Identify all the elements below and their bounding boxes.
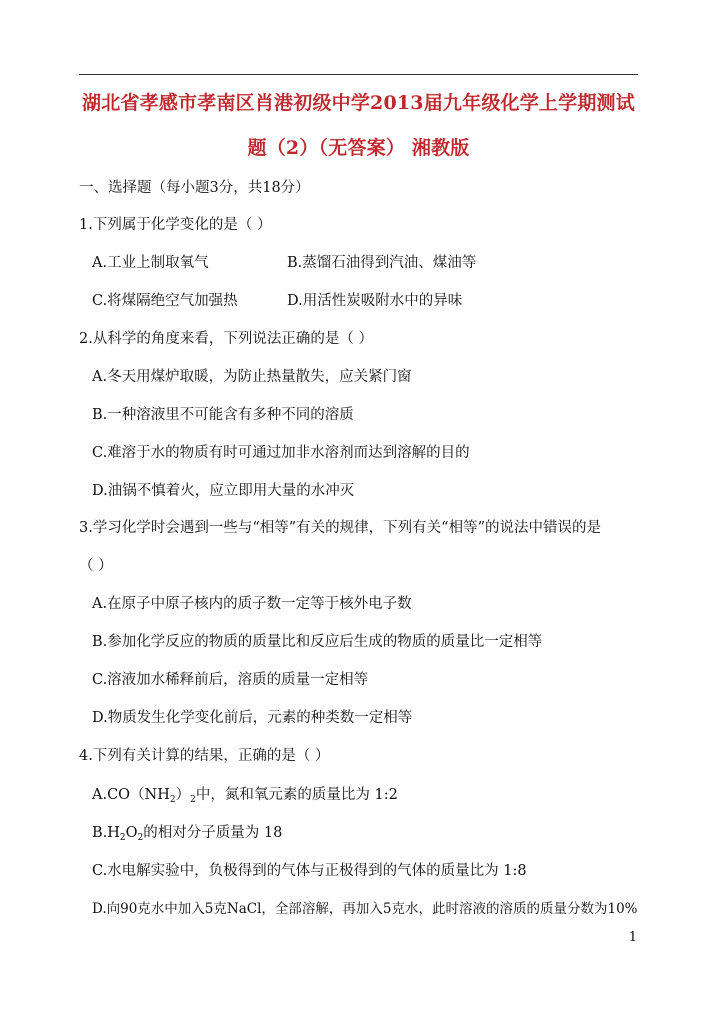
question-2-option-a: A.冬天用煤炉取暖，为防止热量散失，应关紧门窗 — [92, 369, 412, 385]
question-3-stem: 3.学习化学时会遇到一些与“相等”有关的规律，下列有关“相等”的说法中错误的是 — [79, 520, 601, 536]
page-number: 1 — [628, 930, 637, 945]
question-4-option-a: $A.CO(NH_2)_2$中，氮和氧元素的质量比为 1:2 — [92, 787, 398, 805]
header-rule — [79, 74, 638, 75]
question-2-option-c: C.难溶于水的物质有时可通过加非水溶剂而达到溶解的目的 — [92, 445, 470, 461]
question-1-option-d: D.用活性炭吸附水中的异味 — [287, 293, 463, 309]
question-3-option-a: A.在原子中原子核内的质子数一定等于核外电子数 — [92, 596, 412, 612]
question-4-option-c: C.水电解实验中，负极得到的气体与正极得到的气体的质量比为 1:8 — [92, 863, 527, 879]
question-2-stem: 2.从科学的角度来看，下列说法正确的是（ ） — [79, 331, 373, 347]
question-1-option-b: B.蒸馏石油得到汽油、煤油等 — [287, 255, 477, 271]
question-1-stem: 1.下列属于化学变化的是（ ） — [79, 217, 272, 233]
question-4-stem: 4.下列有关计算的结果，正确的是（ ） — [79, 748, 330, 764]
question-3-stem-continued: （ ） — [79, 558, 113, 574]
question-4-option-d: D.向90克水中加入5克NaCl，全部溶解，再加入5克水，此时溶液的溶质的质量分数为10% — [92, 901, 638, 917]
question-2-option-b: B.一种溶液里不可能含有多种不同的溶质 — [92, 407, 354, 423]
question-3-option-d: D.物质发生化学变化前后，元素的种类数一定相等 — [92, 710, 413, 726]
question-3-option-c: C.溶液加水稀释前后，溶质的质量一定相等 — [92, 672, 369, 688]
document-title-line-2: 题（2）（无答案） 湘教版 — [247, 137, 470, 159]
document-title-line-1: 湖北省孝感市孝南区肖港初级中学2013届九年级化学上学期测试 — [82, 92, 635, 114]
question-2-option-d: D.油锅不慎着火，应立即用大量的水冲灭 — [92, 483, 355, 499]
question-3-option-b: B.参加化学反应的物质的质量比和反应后生成的物质的质量比一定相等 — [92, 634, 543, 650]
question-1-option-a: A.工业上制取氧气 — [92, 255, 209, 271]
question-4-option-b: $B.H_2O_2$的相对分子质量为 18 — [92, 825, 283, 843]
section-heading: 一、选择题（每小题3分，共18分） — [79, 180, 310, 196]
question-1-option-c: C.将煤隔绝空气加强热 — [92, 293, 238, 309]
